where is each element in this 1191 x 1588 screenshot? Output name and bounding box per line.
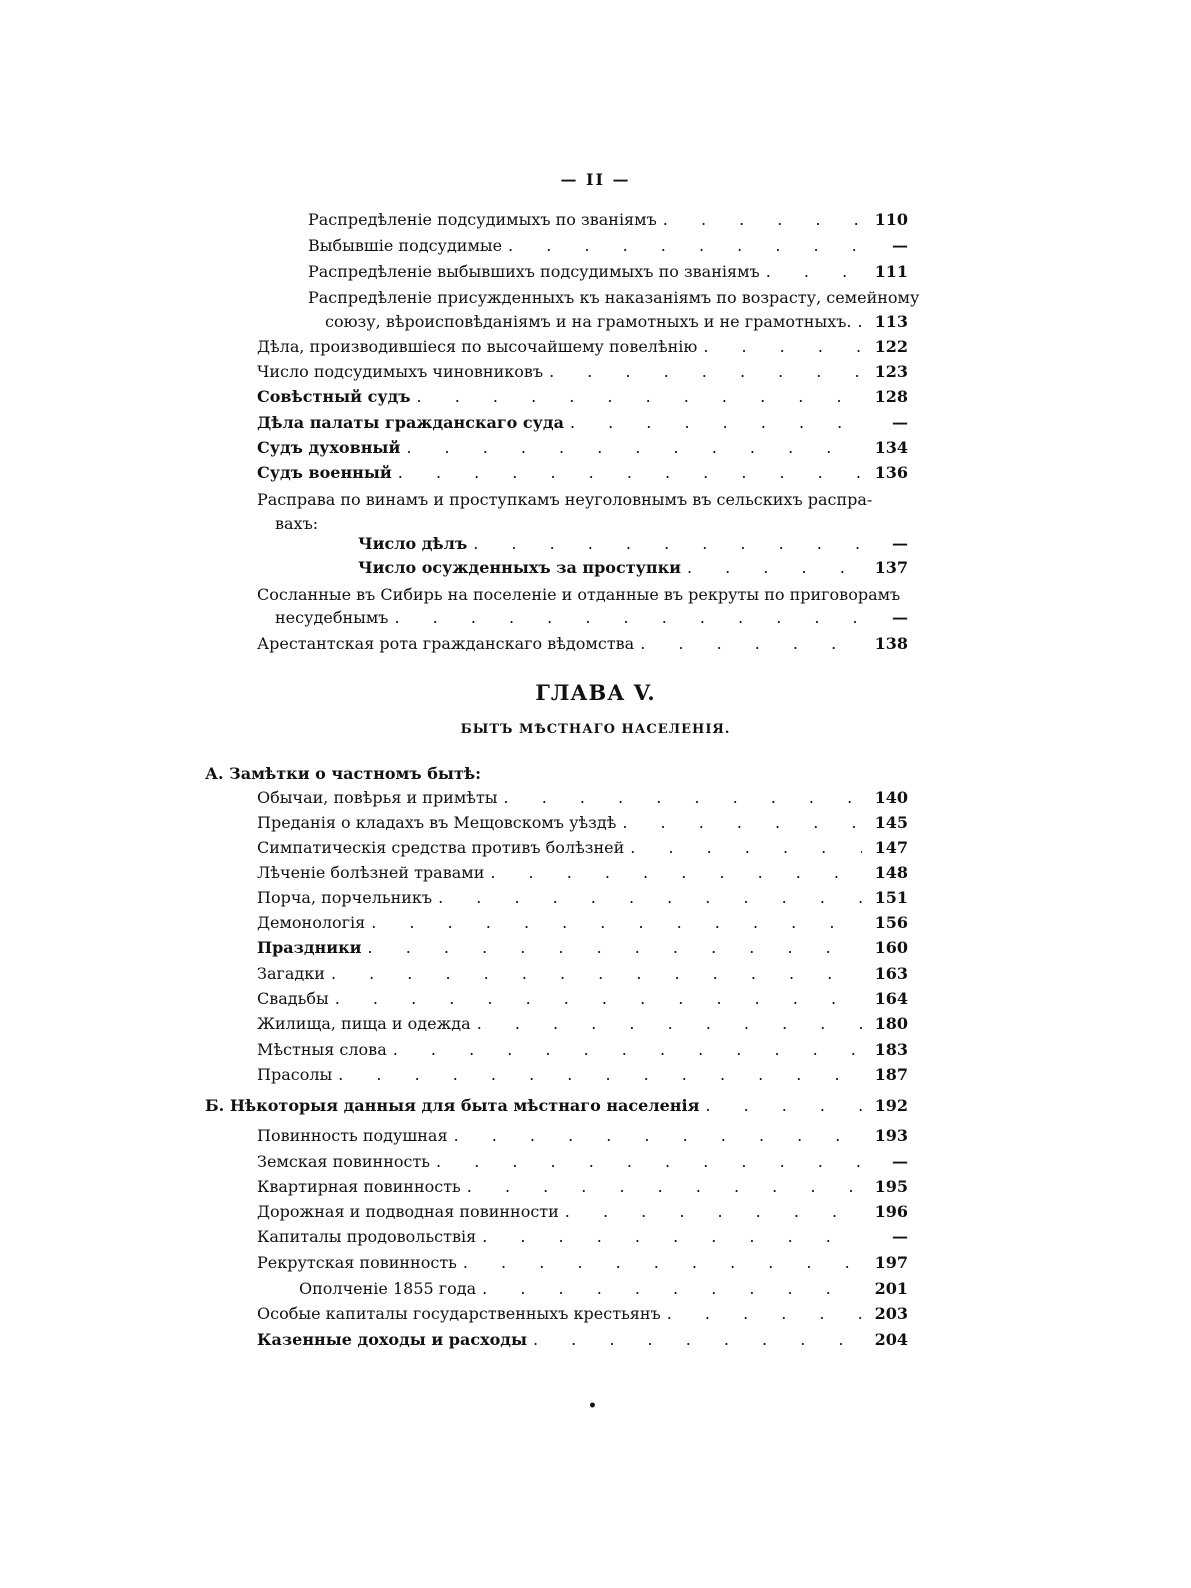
toc-entry (257, 1011, 908, 1037)
toc-entry-title: Порча, порчельникъ (257, 888, 433, 907)
toc-entry-page: 113 (874, 312, 908, 331)
toc-entry-title: Мѣстныя слова (257, 1040, 387, 1059)
toc-entry-title: Особые капиталы государственныхъ крестьянъ (257, 1304, 661, 1323)
leader-dots (667, 1301, 862, 1327)
toc-entry-title: Казенные доходы и расходы (257, 1330, 527, 1349)
leader-dots (398, 460, 862, 486)
toc-entry-page: 156 (874, 913, 908, 932)
toc-entry-page: — (892, 1227, 908, 1246)
leader-dots (663, 207, 862, 233)
toc-entry-page: 110 (874, 210, 908, 229)
toc-entry-title: Судъ военный (257, 463, 392, 482)
leader-dots (393, 1037, 862, 1063)
toc-entry-page: — (892, 413, 908, 432)
toc-entry-title: Праздники (257, 938, 362, 957)
toc-entry-title: несудебнымъ (275, 608, 389, 627)
toc-entry-title: Загадки (257, 964, 325, 983)
leader-dots (508, 233, 862, 259)
toc-entry (257, 1327, 908, 1353)
leader-dots (454, 1123, 862, 1149)
leader-dots (436, 1149, 862, 1175)
toc-entry (257, 359, 908, 385)
toc-entry-title: Ополченіе 1855 года (299, 1279, 477, 1298)
toc-entry-title: Б. Нѣкоторыя данныя для быта мѣстнаго населенія (205, 1096, 700, 1115)
leader-dots (371, 910, 862, 936)
toc-entry-page: 147 (874, 838, 908, 857)
leader-dots (504, 785, 862, 811)
toc-entry-page: 197 (874, 1253, 908, 1272)
toc-entry-page: 201 (874, 1279, 908, 1298)
toc-entry-title: Демонологія (257, 913, 366, 932)
toc-entry-title: Повинность подушная (257, 1126, 448, 1145)
toc-entry-title: Дорожная и подводная повинности (257, 1202, 559, 1221)
toc-entry-page: 137 (874, 558, 908, 577)
leader-dots (705, 1093, 862, 1119)
footer-mark: • (588, 1398, 597, 1414)
toc-entry (257, 460, 908, 486)
toc-entry-title: Дѣла, производившіеся по высочайшему повелѣнію (257, 337, 698, 356)
leader-dots (640, 631, 862, 657)
toc-entry-page: 122 (874, 337, 908, 356)
leader-dots (622, 810, 862, 836)
leader-dots (703, 334, 862, 360)
toc-entry (257, 860, 908, 886)
chapter-subtitle: БЫТЪ МѢСТНАГО НАСЕЛЕНІЯ. (460, 722, 731, 737)
toc-entry-page: 160 (874, 938, 908, 957)
toc-entry-page: 148 (874, 863, 908, 882)
toc-entry-title: союзу, вѣроисповѣданіямъ и на грамотныхъ и не грамотныхъ. (325, 312, 852, 331)
leader-dots (331, 961, 862, 987)
toc-entry-page: 183 (874, 1040, 908, 1059)
leader-dots (549, 359, 862, 385)
toc-entry-title: Распредѣленіе подсудимыхъ по званіямъ (308, 210, 657, 229)
toc-entry (257, 1301, 908, 1327)
toc-entry (275, 605, 908, 631)
toc-entry-page: 187 (874, 1065, 908, 1084)
toc-entry-page: — (892, 608, 908, 627)
toc-entry (257, 986, 908, 1012)
leader-dots (473, 531, 862, 557)
toc-entry (257, 1174, 908, 1200)
toc-entry (257, 410, 908, 436)
leader-dots (565, 1199, 862, 1225)
toc-entry-title: Совѣстный судъ (257, 387, 411, 406)
toc-entry (358, 531, 908, 557)
toc-entry-title: Выбывшіе подсудимые (308, 236, 503, 255)
toc-entry-page: 151 (874, 888, 908, 907)
toc-entry-page: 145 (874, 813, 908, 832)
toc-entry (257, 384, 908, 410)
leader-dots (687, 555, 862, 581)
toc-entry-title: Расправа по винамъ и проступкамъ неуголовнымъ въ сельскихъ распра- (257, 490, 873, 509)
toc-entry (257, 785, 908, 811)
toc-entry-title: Капиталы продовольствія (257, 1227, 477, 1246)
toc-entry-title: вахъ: (275, 514, 319, 533)
page-header: — II — (560, 170, 631, 189)
toc-entry-page: 163 (874, 964, 908, 983)
toc-entry (325, 309, 908, 335)
toc-entry (257, 1250, 908, 1276)
toc-entry-page: 180 (874, 1014, 908, 1033)
toc-entry (257, 910, 908, 936)
toc-entry (257, 1149, 908, 1175)
toc-entry-page: 134 (874, 438, 908, 457)
toc-entry (257, 835, 908, 861)
toc-entry-page: 196 (874, 1202, 908, 1221)
toc-entry (257, 1123, 908, 1149)
toc-entry (257, 935, 908, 961)
leader-dots (368, 935, 862, 961)
toc-entry-page: — (892, 236, 908, 255)
part-a-heading: А. Замѣтки о частномъ бытѣ: (205, 764, 482, 783)
toc-entry-title: Судъ духовный (257, 438, 401, 457)
leader-dots (858, 309, 863, 335)
leader-dots (335, 986, 862, 1012)
leader-dots (438, 885, 862, 911)
toc-entry (257, 1224, 908, 1250)
toc-entry (257, 334, 908, 360)
toc-entry-title: Симпатическія средства противъ болѣзней (257, 838, 625, 857)
toc-entry-title: Жилища, пища и одежда (257, 1014, 471, 1033)
leader-dots (490, 860, 862, 886)
toc-entry (257, 961, 908, 987)
toc-entry-title: Рекрутская повинность (257, 1253, 457, 1272)
toc-entry (257, 435, 908, 461)
leader-dots (394, 605, 862, 631)
toc-entry-page: 195 (874, 1177, 908, 1196)
leader-dots (482, 1224, 862, 1250)
toc-entry-page: 138 (874, 634, 908, 653)
toc-entry-page: — (892, 1152, 908, 1171)
toc-entry-title: Распредѣленіе присужденныхъ къ наказаніямъ по возрасту, семейному (308, 288, 920, 307)
toc-entry (308, 207, 908, 233)
leader-dots (338, 1062, 862, 1088)
toc-entry-title: Земская повинность (257, 1152, 431, 1171)
toc-entry-title: Число дѣлъ (358, 534, 468, 553)
toc-entry-page: 136 (874, 463, 908, 482)
toc-entry (257, 1037, 908, 1063)
toc-entry-page: 204 (874, 1330, 908, 1349)
toc-entry (308, 259, 908, 285)
toc-entry-page: 203 (874, 1304, 908, 1323)
toc-entry-title: Число осужденныхъ за проступки (358, 558, 681, 577)
leader-dots (417, 384, 862, 410)
leader-dots (570, 410, 862, 436)
toc-entry-page: 140 (874, 788, 908, 807)
leader-dots (766, 259, 862, 285)
toc-entry-page: — (892, 534, 908, 553)
toc-entry-title: Арестантская рота гражданскаго вѣдомства (257, 634, 635, 653)
leader-dots (467, 1174, 862, 1200)
toc-entry (257, 885, 908, 911)
toc-entry (257, 1062, 908, 1088)
toc-entry-page: 193 (874, 1126, 908, 1145)
leader-dots (463, 1250, 862, 1276)
chapter-title: ГЛАВА V. (535, 680, 656, 705)
toc-entry-title: Обычаи, повѣрья и примѣты (257, 788, 498, 807)
leader-dots (482, 1276, 862, 1302)
leader-dots (630, 835, 862, 861)
toc-entry-title: Лѣченіе болѣзней травами (257, 863, 485, 882)
toc-entry-title: Число подсудимыхъ чиновниковъ (257, 362, 544, 381)
toc-entry-title: Свадьбы (257, 989, 329, 1008)
toc-entry-page: 111 (874, 262, 908, 281)
toc-entry-title: Прасолы (257, 1065, 333, 1084)
toc-entry-page: 192 (874, 1096, 908, 1115)
toc-entry (257, 810, 908, 836)
toc-entry-title: Сосланные въ Сибирь на поселеніе и отданные въ рекруты по приговорамъ (257, 585, 901, 604)
toc-entry (358, 555, 908, 581)
toc-entry-title: Квартирная повинность (257, 1177, 461, 1196)
toc-entry (299, 1276, 908, 1302)
toc-entry-page: 164 (874, 989, 908, 1008)
part-b-heading (205, 1093, 908, 1119)
toc-entry (257, 1199, 908, 1225)
leader-dots (477, 1011, 862, 1037)
leader-dots (533, 1327, 862, 1353)
toc-entry-title: Дѣла палаты гражданскаго суда (257, 413, 564, 432)
toc-entry-title: Преданія о кладахъ въ Мещовскомъ уѣздѣ (257, 813, 617, 832)
leader-dots (406, 435, 862, 461)
toc-entry-page: 128 (874, 387, 908, 406)
toc-entry-page: 123 (874, 362, 908, 381)
toc-entry (257, 631, 908, 657)
toc-entry (308, 233, 908, 259)
toc-entry-title: Распредѣленіе выбывшихъ подсудимыхъ по званіямъ (308, 262, 760, 281)
